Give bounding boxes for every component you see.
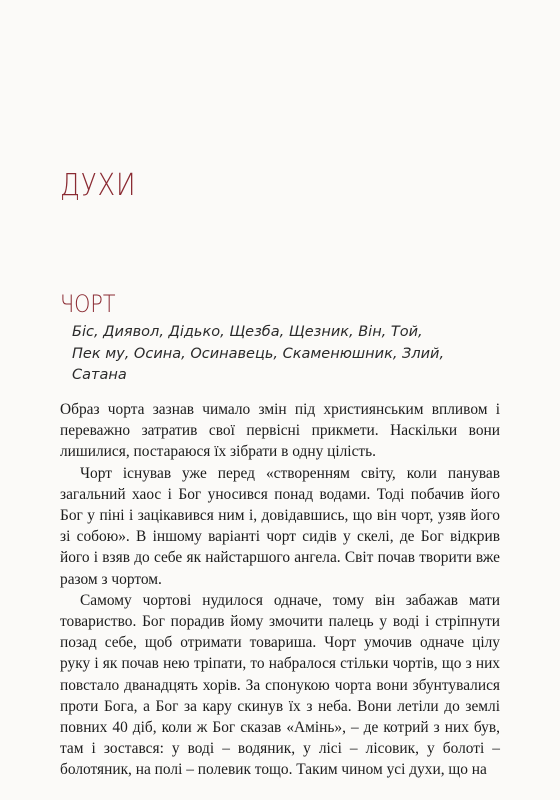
- section-title: ЧОРТ: [60, 290, 116, 318]
- section-synonyms: Біс, Диявол, Дідько, Щезба, Щезник, Він, Той, Пек му, Осина, Осинавець, Скаменюшник, Злий, Сатана: [72, 324, 445, 383]
- paragraph-3: Самому чортові нудилося одначе, тому він забажав мати товариство. Бог порадив йому змочити палець у воді і стріпнути позад себе, щоб отримати товариша. Чорт умочив одначе цілу руку і як почав нею тріпати, то набралося стільки чортів, що з них повстало дванадцять хорів. За спонукою чорта вони збунтувалися проти Бога, а Бог за кару скинув їх з неба. Вони летіли до землі повних 40 діб, коли ж Бог сказав «Амінь», – де котрий з них був, там і зостався: у воді – водяник, у лісі – лісовик, у болоті – болотяник, на полі – полевик тощо. Таким чином усі духи, що на: [60, 591, 500, 779]
- chapter-title: ДУХИ: [60, 168, 137, 203]
- paragraph-1: Образ чорта зазнав чимало змін під християнським впливом і переважно затратив свої первісні прикмети. Наскільки вони лишилися, постараюся їх зібрати в одну цілість.: [60, 401, 500, 461]
- body-text: [60, 399, 500, 781]
- paragraph-2: Чорт існував уже перед «створенням світу, коли панував загальний хаос і Бог уносився понад водами. Тоді побачив його Бог у піні і зацікавився ним і, довідавшись, що він чорт, узяв його зі собою». В іншому варіанті чорт сидів у скелі, де Бог відкрив його і взяв до себе як найстаршого ангела. Світ почав творити вже разом з чортом.: [60, 464, 500, 588]
